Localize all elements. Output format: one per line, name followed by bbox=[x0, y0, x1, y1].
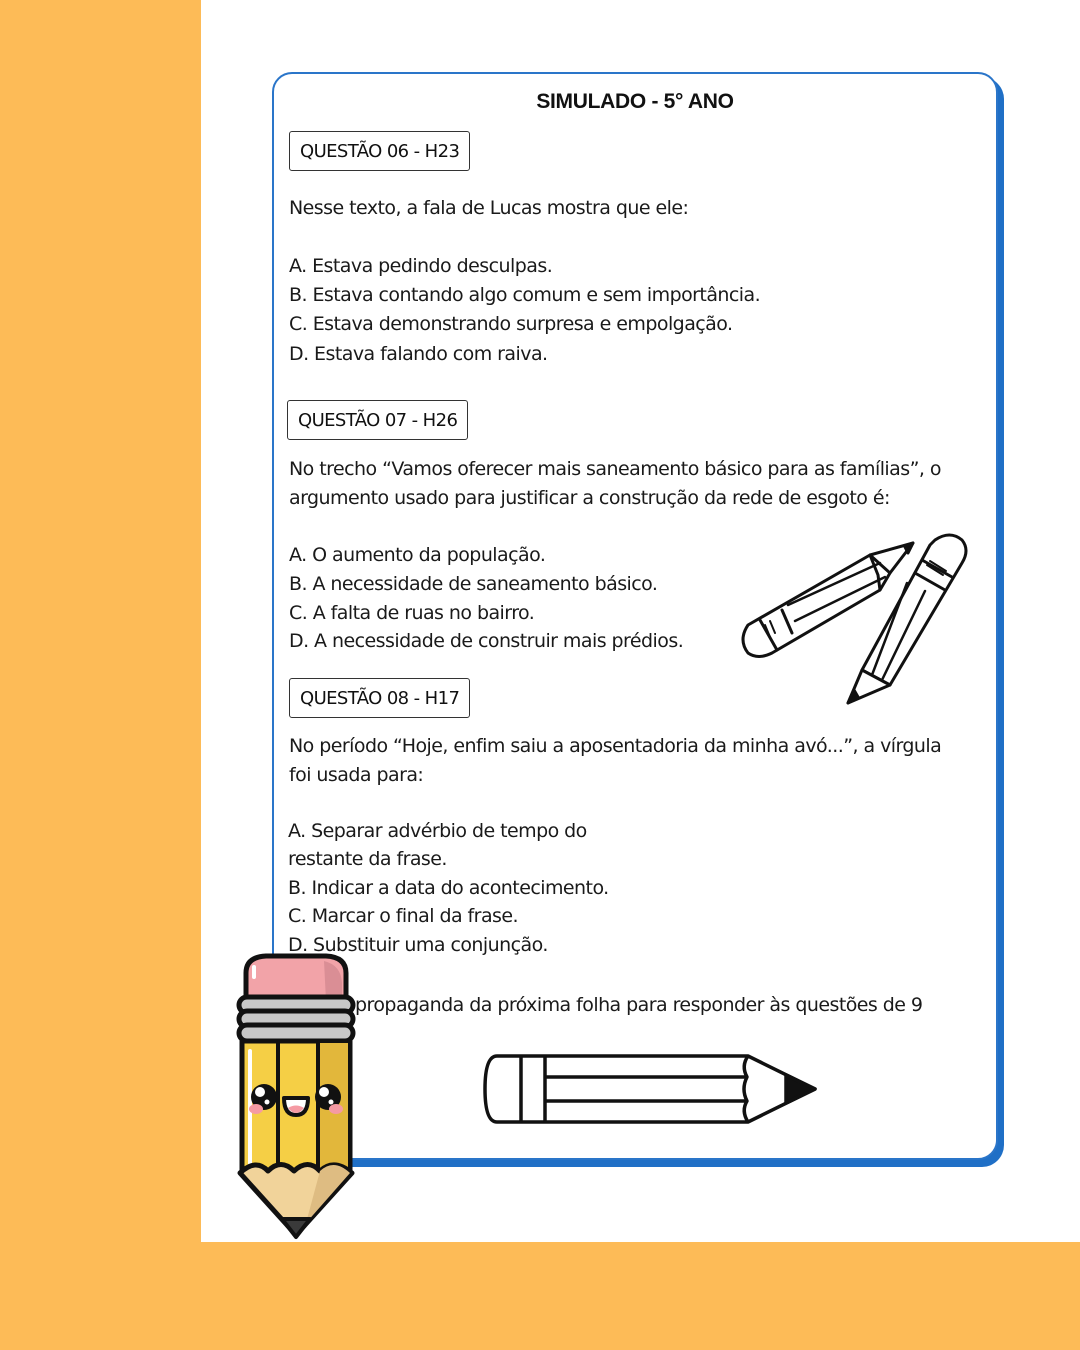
question-06-prompt: Nesse texto, a fala de Lucas mostra que ele: bbox=[289, 197, 689, 219]
exam-title: SIMULADO - 5° ANO bbox=[536, 90, 734, 113]
question-06-option-d: D. Estava falando com raiva. bbox=[289, 343, 548, 365]
question-06-label: QUESTÃO 06 - H23 bbox=[289, 131, 470, 171]
question-08-option-b: B. Indicar a data do acontecimento. bbox=[288, 877, 609, 899]
question-08-option-a-line-2: restante da frase. bbox=[288, 848, 447, 870]
pencil-outline-icon bbox=[483, 1053, 818, 1125]
question-06-option-c: C. Estava demonstrando surpresa e empolgação. bbox=[289, 313, 733, 335]
question-08-option-d: D. Substituir uma conjunção. bbox=[288, 934, 548, 956]
question-08-option-c: C. Marcar o final da frase. bbox=[288, 905, 519, 927]
question-07-option-c: C. A falta de ruas no bairro. bbox=[289, 602, 535, 624]
question-08-prompt-line-2: foi usada para: bbox=[289, 764, 424, 786]
question-07-option-b: B. A necessidade de saneamento básico. bbox=[289, 573, 658, 595]
question-07-option-a: A. O aumento da população. bbox=[289, 544, 546, 566]
question-07-prompt-line-2: argumento usado para justificar a construção da rede de esgoto é: bbox=[289, 487, 890, 509]
footer-instruction: propaganda da próxima folha para responder às questões de 9 bbox=[355, 994, 923, 1016]
question-07-prompt-line-1: No trecho “Vamos oferecer mais saneamento básico para as famílias”, o bbox=[289, 458, 941, 480]
question-08-label: QUESTÃO 08 - H17 bbox=[289, 678, 470, 718]
question-06-option-a: A. Estava pedindo desculpas. bbox=[289, 255, 553, 277]
question-08-option-a-line-1: A. Separar advérbio de tempo do bbox=[288, 820, 587, 842]
two-pencils-icon bbox=[730, 525, 980, 715]
kawaii-pencil-icon bbox=[236, 953, 356, 1243]
question-07-option-d: D. A necessidade de construir mais prédios. bbox=[289, 630, 684, 652]
question-07-label: QUESTÃO 07 - H26 bbox=[287, 400, 468, 440]
question-06-option-b: B. Estava contando algo comum e sem importância. bbox=[289, 284, 761, 306]
question-08-prompt-line-1: No período “Hoje, enfim saiu a aposentadoria da minha avó...”, a vírgula bbox=[289, 735, 942, 757]
